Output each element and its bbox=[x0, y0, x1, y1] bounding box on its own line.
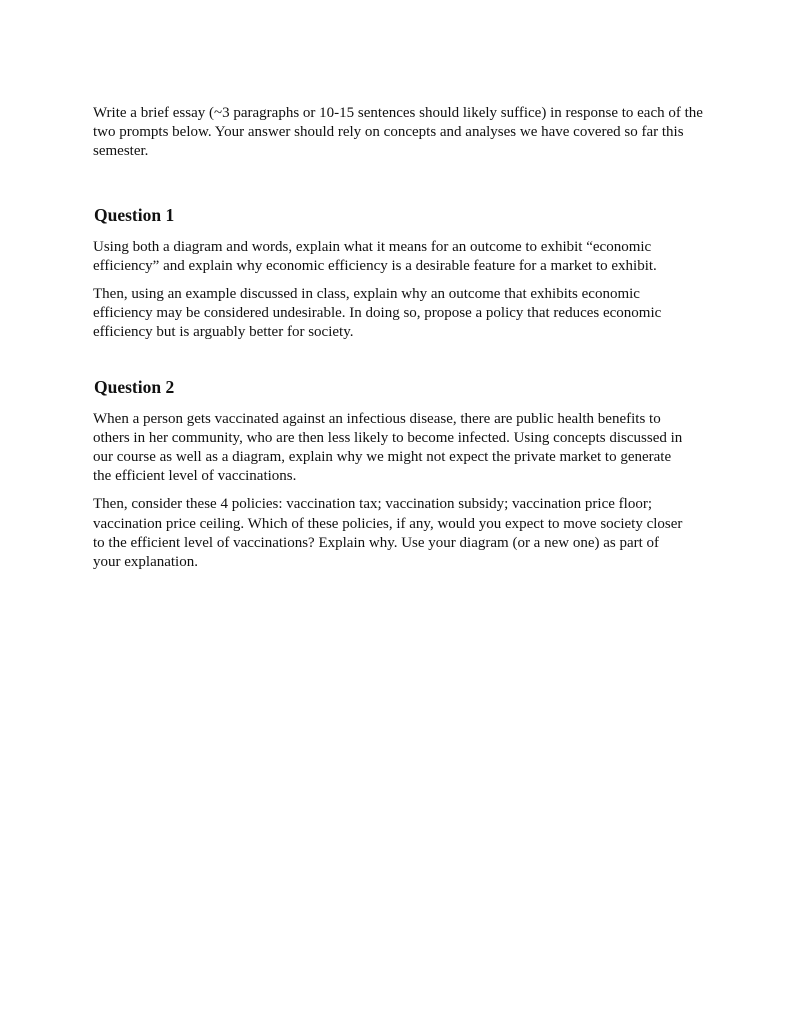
question-1-heading: Question 1 bbox=[94, 204, 175, 225]
question-1-section bbox=[93, 204, 703, 343]
question-1-paragraph-1: Using both a diagram and words, explain what it means for an outcome to exhibit “economic efficiency” and explain why economic efficiency is a desirable feature for a market to exhibit. bbox=[93, 238, 657, 274]
question-1-paragraph-2: Then, using an example discussed in class, explain why an outcome that exhibits economic efficiency may be considered undesirable. In doing so, propose a policy that reduces economic efficiency but is arguably better for society. bbox=[93, 286, 662, 341]
question-2-heading: Question 2 bbox=[94, 376, 175, 397]
question-2-section bbox=[93, 376, 703, 573]
intro-paragraph: Write a brief essay (~3 paragraphs or 10-15 sentences should likely suffice) in response to each of the two prompts below. Your answer should rely on concepts and analyses we have covered so far this semester. bbox=[93, 105, 703, 160]
document-content bbox=[93, 104, 703, 581]
question-2-paragraph-2: Then, consider these 4 policies: vaccination tax; vaccination subsidy; vaccination price floor; vaccination price ceiling. Which of these policies, if any, would you expect to move society closer to the efficient level of vaccinations? Explain why. Use your diagram (or a new one) as part of your explanation. bbox=[93, 496, 683, 571]
question-2-paragraph-1: When a person gets vaccinated against an infectious disease, there are public health benefits to others in her community, who are then less likely to become infected. Using concepts discussed in our course as well as a diagram, explain why we might not expect the private market to generate the efficient level of vaccinations. bbox=[93, 410, 683, 485]
